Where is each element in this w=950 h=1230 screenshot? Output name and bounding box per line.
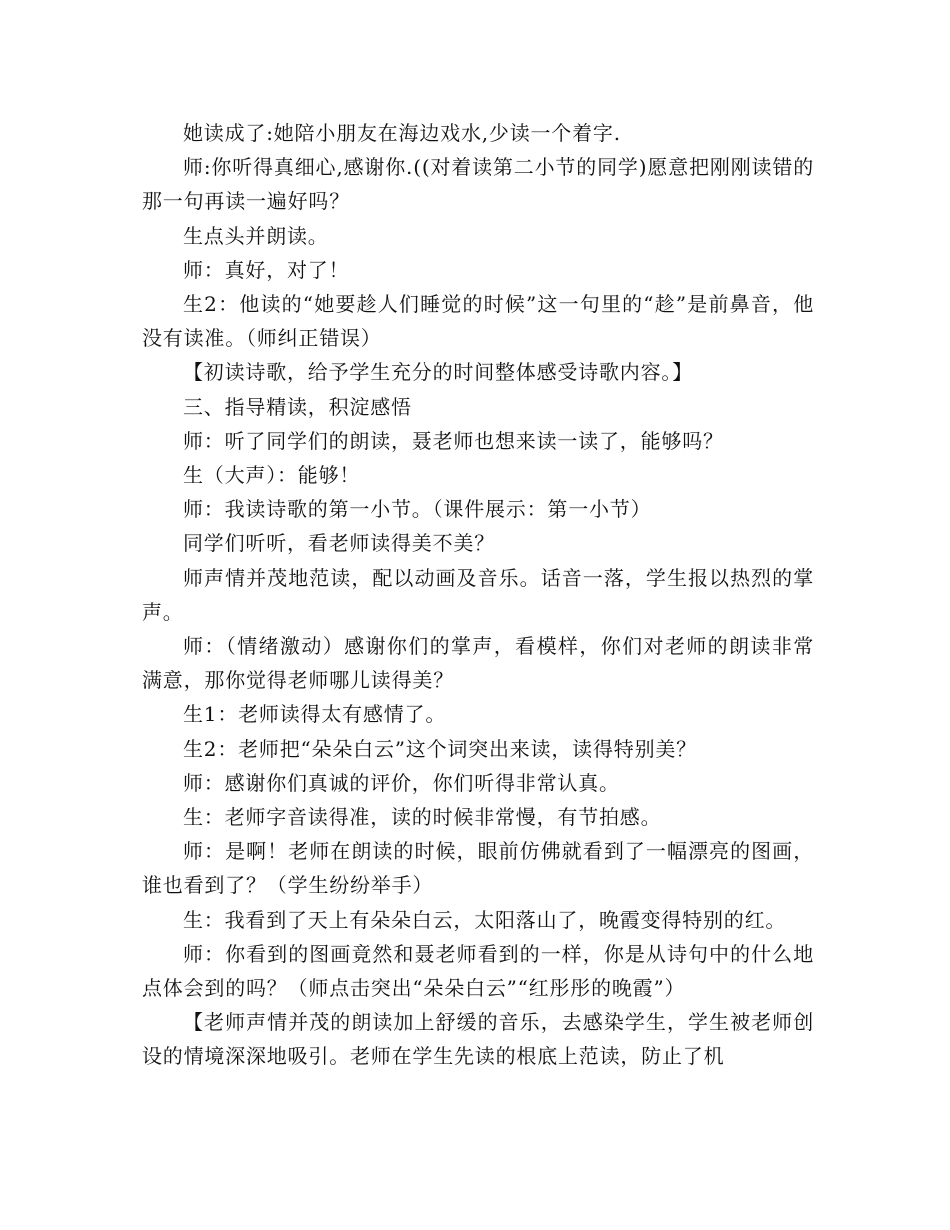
paragraph: 师：感谢你们真诚的评价，你们听得非常认真。 [183,770,620,795]
paragraph-note: 【初读诗歌，给予学生充分的时间整体感受诗歌内容。】 [183,360,693,385]
paragraph: 师：是啊！老师在朗读的时候，眼前仿佛就看到了一幅漂亮的图画，谁也看到了？（学生纷纷举手） [142,839,814,898]
paragraph: 同学们听听，看老师读得美不美？ [183,531,495,556]
paragraph: 师：听了同学们的朗读，聂老师也想来读一读了，能够吗？ [183,428,724,453]
paragraph: 生2：他读的“她要趁人们睡觉的时候”这一句里的“趁”是前鼻音，他没有读准。（师纠正错误） [142,292,814,351]
paragraph: 师：真好，对了！ [183,257,350,282]
paragraph: 生（大声）：能够！ [183,463,361,488]
paragraph: 师声情并茂地范读，配以动画及音乐。话音一落，学生报以热烈的掌声。 [142,565,814,624]
paragraph: 生点头并朗读。 [183,223,329,248]
paragraph: 生2：老师把“朵朵白云”这个词突出来读，读得特别美？ [183,736,697,761]
paragraph: 师：你看到的图画竟然和聂老师看到的一样，你是从诗句中的什么地点体会到的吗？（师点击突出“朵朵白云”“红彤彤的晚霞”） [142,941,814,1001]
section-heading: 三、指导精读，积淀感悟 [183,394,412,419]
paragraph: 师：我读诗歌的第一小节。（课件展示：第一小节） [183,497,652,522]
paragraph: 生：老师字音读得准，读的时候非常慢，有节拍感。 [183,805,662,830]
paragraph: 师:你听得真细心,感谢你.((对着读第二小节的同学)愿意把刚刚读错的那一句再读一遍好吗？ [142,155,814,214]
document-body [142,116,814,1074]
paragraph-note: 【老师声情并茂的朗读加上舒缓的音乐，去感染学生，学生被老师创设的情境深深地吸引。老师在学生先读的根底上范读，防止了机 [142,1010,814,1069]
paragraph: 她读成了:她陪小朋友在海边戏水,少读一个着字. [183,121,621,145]
paragraph: 生1：老师读得太有感情了。 [183,702,447,727]
paragraph: 生：我看到了天上有朵朵白云，太阳落山了，晚霞变得特别的红。 [183,907,787,932]
paragraph: 师：（情绪激动）感谢你们的掌声，看模样，你们对老师的朗读非常满意，那你觉得老师哪儿读得美？ [142,634,814,693]
